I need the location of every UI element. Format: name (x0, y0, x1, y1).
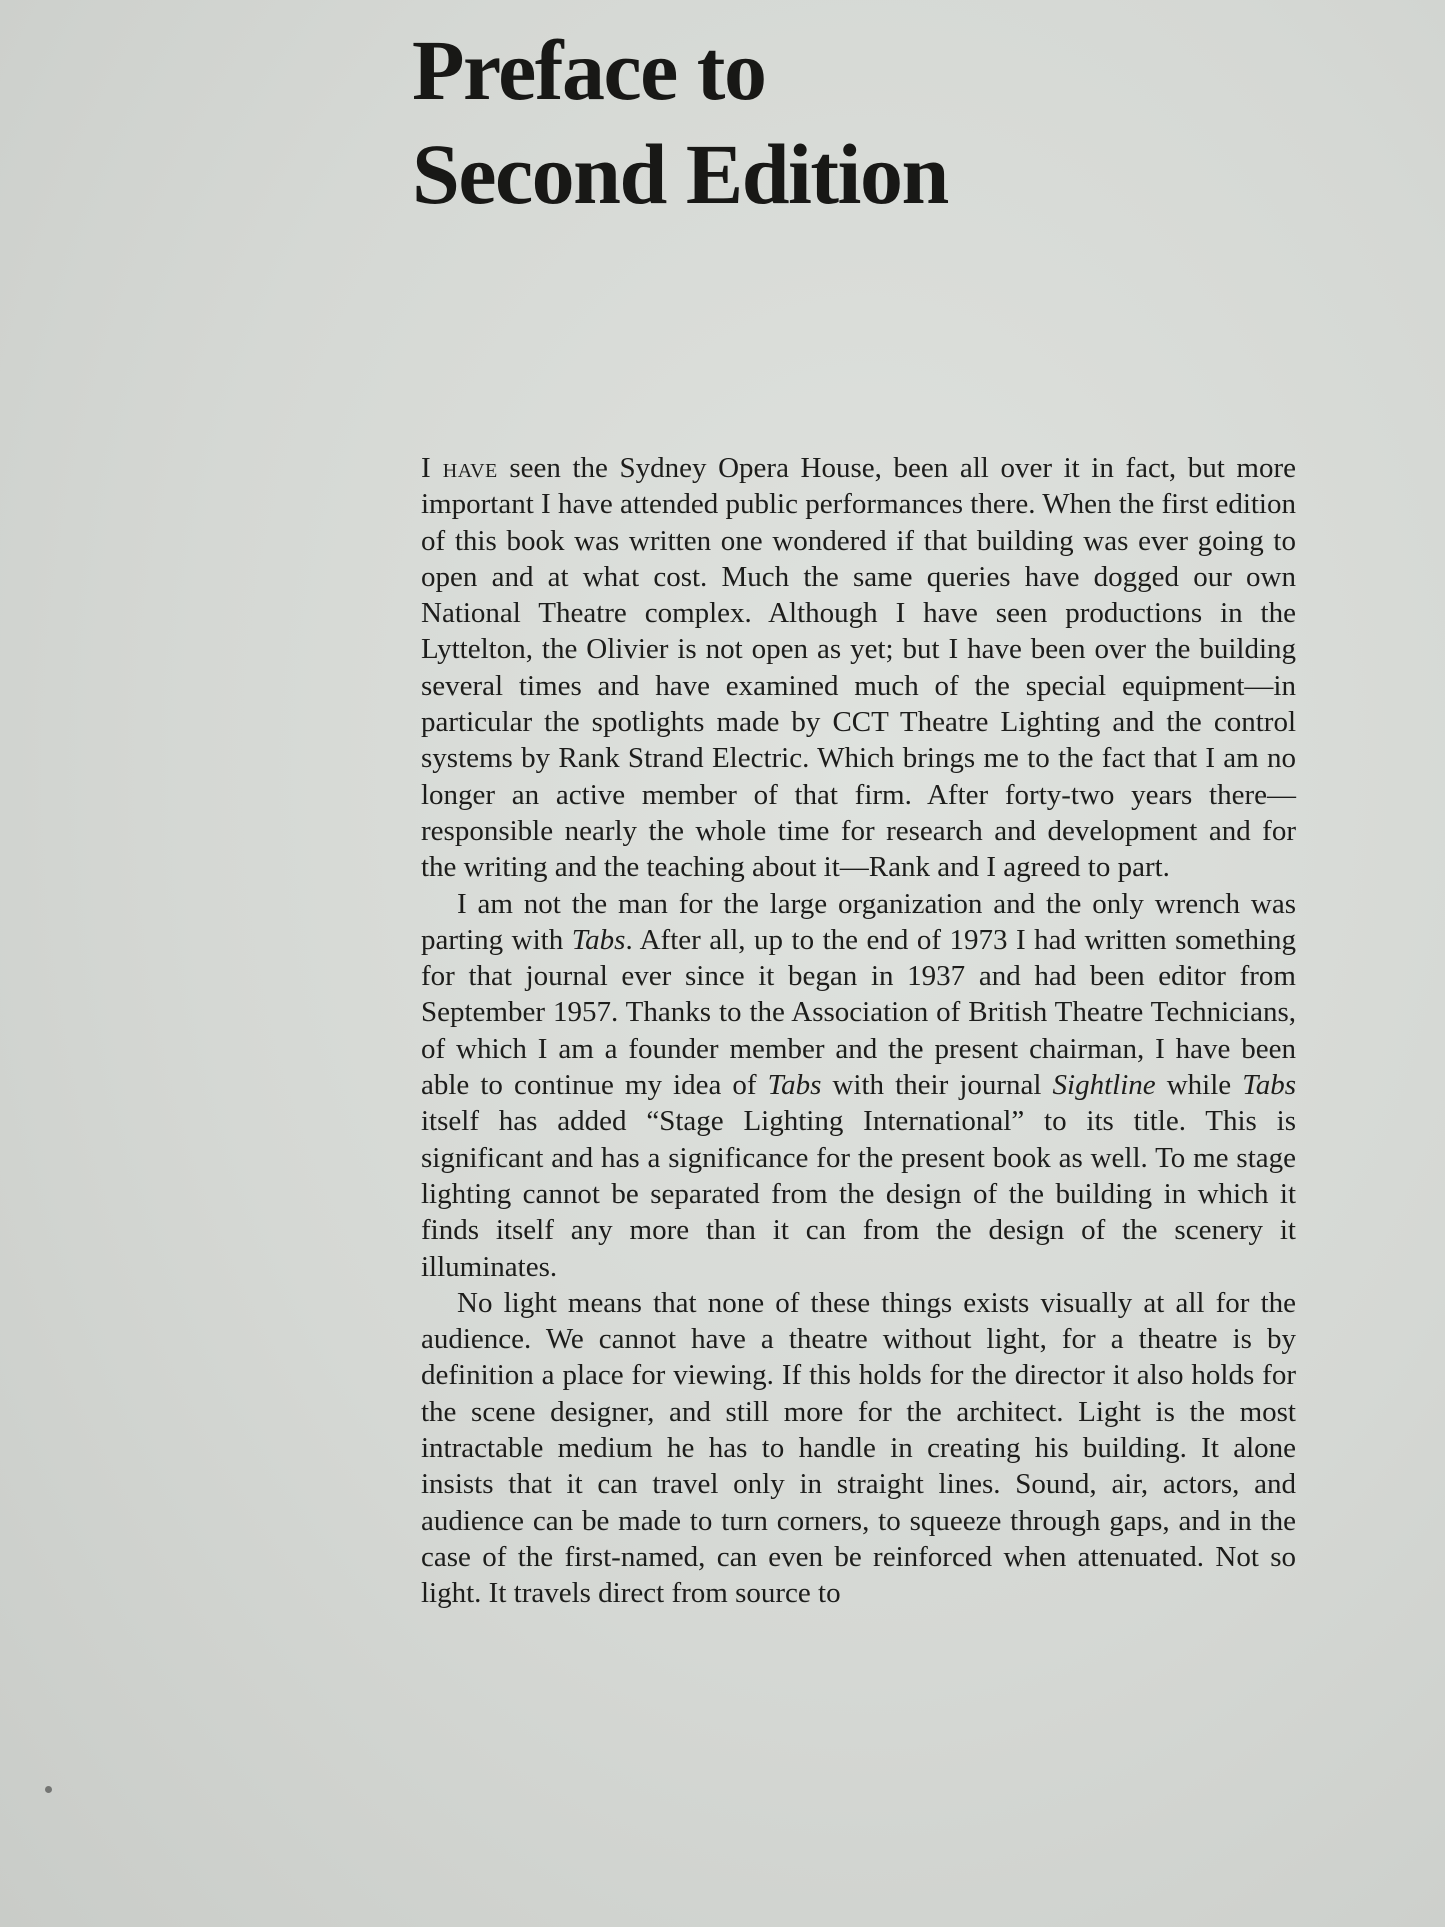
journal-title-tabs: Tabs (571, 923, 626, 956)
journal-title-tabs: Tabs (1242, 1069, 1296, 1102)
paragraph-2-text-d: while (1155, 1069, 1243, 1102)
paragraph-2-text-a: I am not the man for the large organization and the only wrench was parting with (421, 887, 1296, 956)
journal-title-sightline: Sightline (1052, 1069, 1156, 1102)
paper-speck (45, 1786, 52, 1793)
lead-smallcaps: have (430, 452, 498, 484)
paragraph-2-text-e: itself has added “Stage Lighting International” to its title. This is significant and has a significance for the present book as well. To me stage lighting cannot be separated from the design of the building in which it finds itself any more than it can from the design of the scenery it illuminates. (421, 1105, 1296, 1283)
journal-title-tabs: Tabs (767, 1069, 822, 1102)
page-title-line-2: Second Edition (412, 126, 948, 222)
paragraph-3-text: No light means that none of these things exists visually at all for the audience. We cannot have a theatre without light, for a theatre is by definition a place for viewing. If this holds for the director it also holds for the scene designer, and still more for the architect. Light is the most intractable medium he has to handle in creating his building. It alone insists that it can travel only in straight lines. Sound, air, actors, and audience can be made to turn corners, to squeeze through gaps, and in the case of the first-named, can even be reinforced when attenuated. Not so light. It travels direct from source to (421, 1286, 1296, 1610)
page-title (412, 18, 1312, 226)
paragraph-3 (421, 1285, 1296, 1612)
drop-lead: I (421, 452, 431, 484)
page-title-line-1: Preface to (412, 22, 766, 118)
paragraph-1-text: seen the Sydney Opera House, been all over it in fact, but more important I have attended public performances there. When the first edition of this book was written one wondered if that building was ever going to open and at what cost. Much the same queries have dogged our own National Theatre complex. Although I have seen productions in the Lyttelton, the Olivier is not open as yet; but I have been over the building several times and have examined much of the special equipment—in particular the spotlights made by CCT Theatre Lighting and the control systems by Rank Strand Electric. Which brings me to the fact that I am no longer an active member of that firm. After forty-two years there—responsible nearly the whole time for research and development and for the writing and the teaching about it—Rank and I agreed to part. (421, 452, 1297, 884)
body-text (421, 450, 1296, 1612)
paragraph-2-text-c: with their journal (821, 1069, 1053, 1102)
paragraph-2-text-b: . After all, up to the end of 1973 I had written something for that journal ever since it began in 1937 and had been editor from September 1957. Thanks to the Association of British Theatre Technicians, of which I am a founder member and the present chairman, I have been able to continue my idea of (421, 923, 1297, 1102)
paragraph-1 (421, 450, 1296, 886)
paragraph-2 (421, 886, 1296, 1285)
